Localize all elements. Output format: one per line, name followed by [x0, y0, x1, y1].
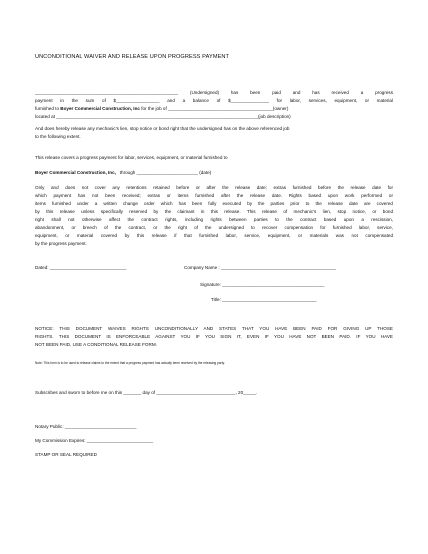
p5-line-8: by the progress payment.	[35, 241, 87, 246]
p5-line-4: by this release unless specifically reserved by the claimant in this release. This release of mechanic's lien, stop notice, or bond	[35, 209, 393, 214]
p1-line-3-post: for the job of _________________________________________(owner)	[139, 106, 289, 111]
notice-line-1: NOTICE: THIS DOCUMENT WAIVES RIGHTS UNCONDITIONALLY AND STATES THAT YOU HAVE BEEN PAID FOR GIVING UP THOSE	[35, 326, 393, 331]
p1-line-4: located at _______________________________________________________________________________(job description)	[35, 114, 291, 119]
notice-line-2: RIGHTS. THIS DOCUMENT IS ENFORCEABLE AGAINST YOU IF YOU SIGN IT, EVEN IF YOU HAVE NOT BEEN PAID. IF YOU HAVE	[35, 334, 393, 339]
company-name-field: Company Name : _____________________________________________	[184, 265, 336, 270]
p2-line-2: to the following extent.	[35, 134, 81, 139]
commission-expires-field: My Commission Expires: __________________________	[35, 438, 154, 443]
p5-line-2: which payment has not been received; extras or items furnished after the release date. Rights based upon work performed or	[35, 193, 393, 198]
p4-line	[35, 170, 211, 176]
p1-line-3-pre: furnished to	[35, 106, 61, 111]
p5-line-6: abandonment, or breech of the contract, or the right of the undersigned to recover compensation for furnished labor, service,	[35, 225, 393, 230]
document-title: UNCONDITIONAL WAIVER AND RELEASE UPON PROGRESS PAYMENT	[35, 54, 230, 60]
p5-line-3: items furnished under a written change order which has been fully executed by the parties prior to the release date are covered	[35, 201, 393, 206]
notary-public-field: Notary Public: ____________________________	[35, 424, 137, 429]
p1-line-3	[35, 106, 288, 112]
p4-contractor: Boyer Commercial Construction, Inc,	[35, 170, 116, 175]
contractor-name: Boyer Commercial Construction, Inc	[60, 106, 140, 111]
sworn-statement: Subscribes and sworn to before me on this _______ day of _______________________________, 20_____.	[35, 390, 258, 395]
title-field: Title: _____________________________________	[211, 297, 317, 302]
p5-line-1: Only and does not cover any retentions retained before or after the release date; extras furnished before the release date for	[35, 185, 393, 190]
p4-through-date: through ________________________ (date)	[115, 170, 212, 175]
p3-text: This release covers a progress payment for labor, services, equipment, or material furnished to	[35, 155, 228, 160]
signature-field: Signature: ________________________________________	[200, 282, 325, 287]
p1-line-2: payment in the sum of $_________________ and a balance of $_______________ for labor, services, equipment, or material	[35, 98, 393, 103]
stamp-label: STAMP OR SEAL REQUIRED	[35, 452, 97, 457]
p1-line-1: ________________________________________________________ (Undersigned) has been paid and has received a progress	[35, 90, 393, 95]
p5-line-7: equipment, or material covered by this release if that furnished labor, service, equipment, or materials was not compensated	[35, 233, 393, 238]
notice-line-3: NOT BEEN PAID, USE A CONDITIONAL RELEASE FORM.	[35, 342, 157, 347]
p2-line-1: And does hereby release any mechanic's lien, stop notice or bond right that the undersigned has on the above referenced job	[35, 126, 290, 131]
form-note: Note: This form is to be used to release claims to the extent that a progress payment has actually been received by the releasing party.	[35, 361, 225, 365]
p5-line-5: right shall not otherwise affect the contract rights, including rights between parties to the contract based upon a rescission,	[35, 217, 393, 222]
dated-field: Dated: ______________________________	[35, 265, 127, 270]
